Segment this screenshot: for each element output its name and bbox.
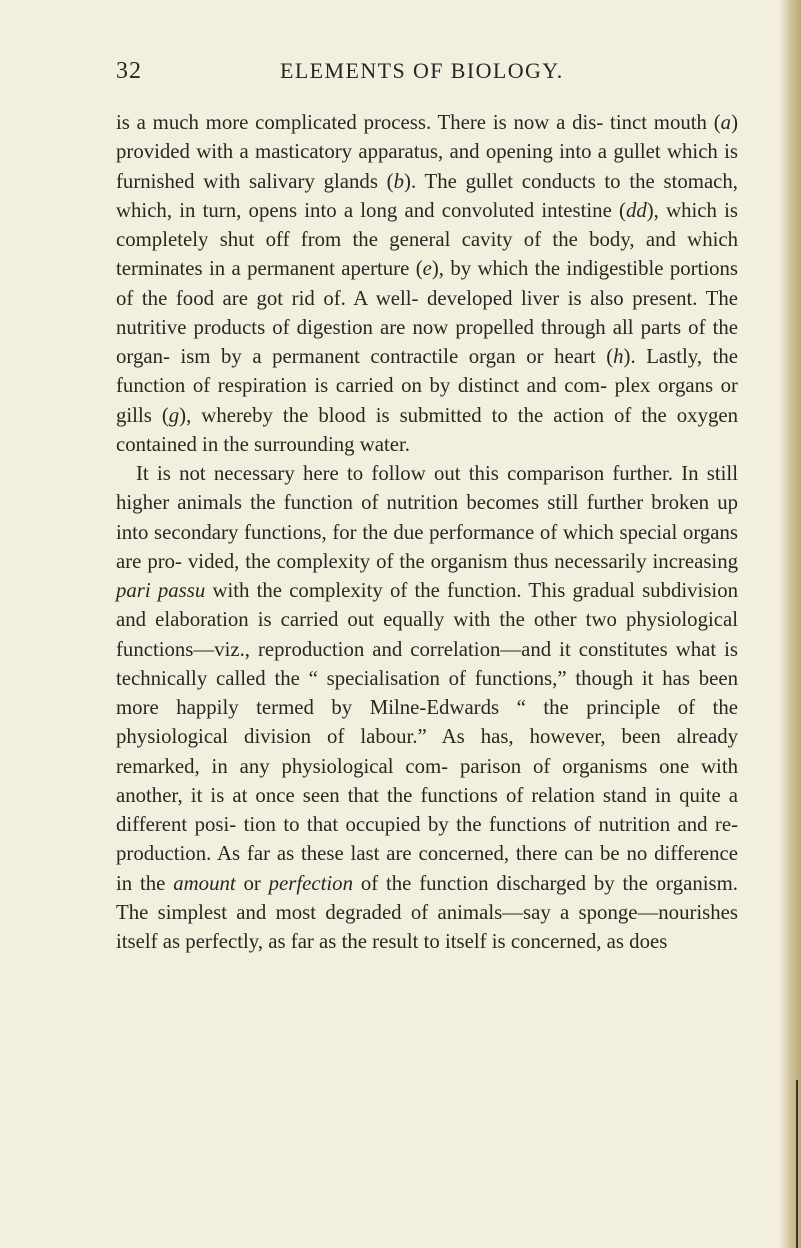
figure-label: g xyxy=(168,403,180,427)
text-run: is a much more complicated process. There is now a dis- tinct mouth ( xyxy=(116,111,721,134)
italic-phrase: perfection xyxy=(268,871,353,895)
italic-phrase: pari passu xyxy=(116,579,206,602)
text-run: ), which is completely shut off from the general cavity of the body, and which terminates in a permanent aperture ( xyxy=(116,198,738,281)
paragraph-1 xyxy=(116,108,738,459)
text-run: ). Lastly, the function of respiration is carried on by distinct and com- plex organs or gills ( xyxy=(116,345,738,427)
figure-label: e xyxy=(422,257,432,281)
running-head: ELEMENTS OF BIOLOGY. xyxy=(280,58,564,83)
page-edge-line xyxy=(796,1080,798,1248)
italic-phrase: amount xyxy=(173,871,236,895)
text-run: ), by which the indigestible portions of the food are got rid of. A well- developed liver is also present. The nutritive products of digestion are now propelled through all parts of the organ- ism by a permanent contractile organ or heart ( xyxy=(116,257,738,368)
paragraph-2 xyxy=(116,459,738,956)
text-run: of the function discharged by the organism. The simplest and most degraded of animals—say a sponge—nourishes itself as perfectly, as far as the result to itself is concerned, as does xyxy=(116,871,738,953)
text-run: ), whereby the blood is submitted to the action of the oxygen contained in the surrounding water. xyxy=(116,403,739,456)
page-header xyxy=(116,58,738,88)
figure-label: dd xyxy=(625,198,647,222)
figure-label: a xyxy=(720,111,732,134)
figure-label: b xyxy=(393,169,405,193)
text-run: with the complexity of the function. This gradual subdivision and elaboration is carried out equally with the other two physiological functions—viz., reproduction and correlation—and it constitutes what is technically called the “ specialisation of functions,” though it has been more happily termed by Milne-Edwards “ the principle of the physiological division of labour.” As has, however, been already remarked, in any physiological com- parison of organisms one with another, it is at once seen that the functions of relation stand in quite a different posi- tion to that occupied by the functions of nutrition and re- production. As far as these last are concerned, there can be no difference in the xyxy=(116,579,738,895)
text-run: ). The gullet conducts to the stomach, which, in turn, opens into a long and convoluted intestine ( xyxy=(116,169,739,222)
text-run: or xyxy=(235,871,269,895)
text-run: ) provided with a masticatory apparatus, and opening into a gullet which is furnished with salivary glands ( xyxy=(116,111,738,193)
page-edge-shadow xyxy=(779,0,801,1248)
figure-label: h xyxy=(613,345,624,368)
body-text xyxy=(116,108,738,956)
text-run: It is not necessary here to follow out this comparison further. In still higher animals the function of nutrition becomes still further broken up into secondary functions, for the due performance of which special organs are pro- vided, the complexity of the organism thus necessarily increasing xyxy=(116,462,738,573)
page-number: 32 xyxy=(116,58,142,84)
